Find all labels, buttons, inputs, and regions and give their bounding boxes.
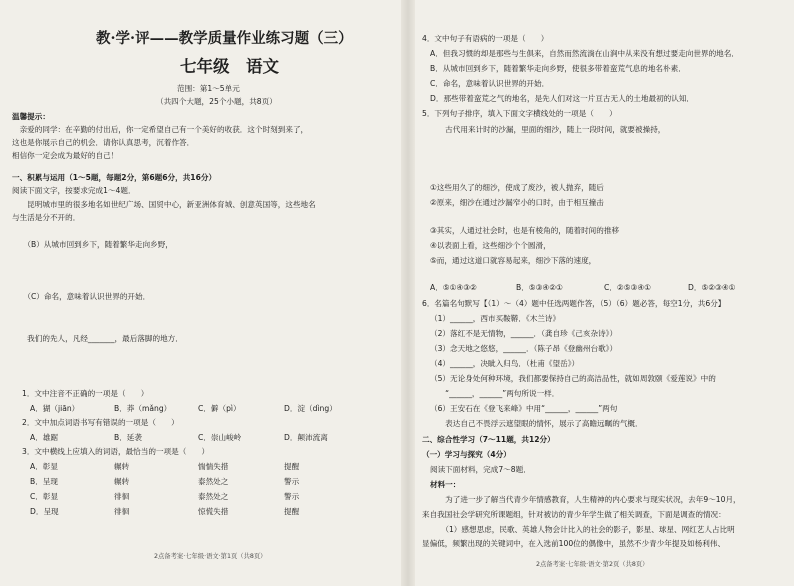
q3-cell: 惴惴失措 xyxy=(198,462,229,471)
material-label: 材料一： xyxy=(430,480,461,489)
option-d[interactable]: D．淀（dìng） xyxy=(284,404,337,413)
tip-line: 亲爱的同学：在辛勤的付出后，你一定希望自己有一个美好的收获．这个时刻到来了， xyxy=(12,125,309,134)
material-line: 显偏低，频繁出现的关键词中，在入选前100位的偶像中，虽然不少青少年提及如杨利伟、 xyxy=(422,539,726,548)
material-line: 来自我国社会学研究所课题组，针对被访的青少年学生做了相关调查，下面是调查的情况： xyxy=(422,510,726,519)
recitation-item: “______，______”两句所说一样． xyxy=(430,389,560,398)
sentence-option: ③其实，人通过社会时，也是有棱角的，随着时间的推移 xyxy=(430,226,620,235)
option-a[interactable]: A．雄踞 xyxy=(30,433,58,442)
q3-cell: 泰然处之 xyxy=(198,492,229,501)
question-5: 5．下列句子排序，填入下面文字横线处的一项是（ ） xyxy=(422,109,617,118)
passage-line: （C）命名，意味着认识世界的开始． xyxy=(12,292,151,301)
option-b[interactable]: B．从城市回到乡下，随着繁华走向乡野，使很多带着蛮荒气息的地名朴素． xyxy=(430,64,686,73)
material-line: （1）感想思虑，民歌、英雄人物会计比入的社会的影子，影星、球星、网红艺人占比明 xyxy=(430,525,735,534)
passage-line: （B）从城市回到乡下，随着繁华走向乡野， xyxy=(12,240,173,249)
q3-row-a[interactable]: A．彰显 xyxy=(30,462,58,471)
q3-cell: 警示 xyxy=(284,477,300,486)
page-left xyxy=(4,0,392,586)
tip-line: 这也是你展示自己的机会．请你认真思考，沉着作答． xyxy=(12,138,195,147)
q3-row-d[interactable]: D．呈现 xyxy=(30,507,59,516)
q3-cell: 徘徊 xyxy=(114,507,130,516)
q3-cell: 辗转 xyxy=(114,477,130,486)
q3-cell: 辗转 xyxy=(114,462,130,471)
recitation-item: 表达自己不畏浮云遮望眼的情怀，展示了高瞻远瞩的气概． xyxy=(430,419,643,428)
scope-text: 范围：第1～5单元 xyxy=(177,84,240,93)
q3-row-b[interactable]: B．呈现 xyxy=(30,477,58,486)
sentence-option: ④以表面上看，这些细沙个个圆滑， xyxy=(430,241,551,250)
paper-title: 教·学·评——教学质量作业练习题（三） xyxy=(96,30,353,47)
q3-row-c[interactable]: C．彰显 xyxy=(30,492,59,501)
option-d[interactable]: D．那些带着蛮荒之气的地名，是先人们对这一片亘古无人的土地最初的认知． xyxy=(430,94,695,103)
passage-line: 与生活是分不开的． xyxy=(12,213,81,222)
tip-line: 相信你一定会成为最好的自己！ xyxy=(12,151,119,160)
question-1: 1．文中注音不正确的一项是（ ） xyxy=(22,389,149,398)
reading-instruction: 阅读下面文字，按要求完成1～4题． xyxy=(12,186,136,195)
material-line: 为了进一步了解当代青少年情感教育，人生精神的内心要求与现实状况，去年9～10月， xyxy=(430,495,741,504)
sentence-option: ①这些用久了的细沙，使成了废沙，被人抛弃，随后 xyxy=(430,183,604,192)
recitation-item: （6）王安石在《登飞来峰》中用“______，______”两句 xyxy=(430,404,618,413)
q3-cell: 提醒 xyxy=(284,462,300,471)
section-heading: 一、积累与运用（1～5题，每题2分，第6题6分，共16分） xyxy=(12,173,217,182)
section-heading: 二、综合性学习（7～11题，共12分） xyxy=(422,435,555,444)
option-d[interactable]: D．⑤②③④① xyxy=(688,283,736,292)
option-b[interactable]: B．延袭 xyxy=(114,433,142,442)
reading-instruction: 阅读下面材料，完成7～8题． xyxy=(430,465,531,474)
option-c[interactable]: C．命名，意味着认识世界的开始． xyxy=(430,79,550,88)
passage-line: 古代用来计时的沙漏，里面的细沙，随上一段时间，就要被操持， xyxy=(430,125,666,134)
option-c[interactable]: C．②⑤③④① xyxy=(604,283,651,292)
subsection-heading: （一）学习与探究（4分） xyxy=(422,450,511,459)
q3-cell: 警示 xyxy=(284,492,300,501)
option-c[interactable]: C．僻（pì） xyxy=(198,404,241,413)
option-c[interactable]: C．崇山峻岭 xyxy=(198,433,242,442)
option-a[interactable]: A．但我习惯的却是那些与生俱来，自然而然流淌在山涧中从来没有想过要走向世界的地名． xyxy=(430,49,739,58)
grade-heading: 七年级 语文 xyxy=(180,57,279,76)
q3-cell: 提醒 xyxy=(284,507,300,516)
recitation-item: （1）______，西市买鞍鞯．《木兰诗》 xyxy=(430,314,561,323)
page-footer: 2点备考案·七年级·语文·第1页（共8页） xyxy=(154,553,267,560)
recitation-item: （4）______，决眦入归鸟．（杜甫《望岳》） xyxy=(430,359,580,368)
recitation-item: （2）落红不是无情物，______．（龚自珍《己亥杂诗》） xyxy=(430,329,618,338)
page-right xyxy=(418,0,790,586)
q3-cell: 徘徊 xyxy=(114,492,130,501)
option-a[interactable]: A．⑤①④③② xyxy=(430,283,477,292)
recitation-item: （3）念天地之悠悠，______．（陈子昂《登幽州台歌》） xyxy=(430,344,618,353)
sentence-option: ②原来，细沙在通过沙漏窄小的口时，由于相互撞击 xyxy=(430,198,604,207)
scope-detail: （共四个大题，25个小题，共8页） xyxy=(156,97,277,106)
recitation-item: （5）无论身处何种环境，我们都要保持自己的高洁品性，就如周敦颐《爱莲说》中的 xyxy=(430,374,716,383)
option-a[interactable]: A．猢（jiān） xyxy=(30,404,80,413)
passage-line: 昆明城市里的很多地名如世纪广场、国贸中心，新亚洲体育城、创意英国等，这些地名 xyxy=(12,200,316,209)
question-3: 3．文中横线上应填入的词语，最恰当的一项是（ ） xyxy=(22,447,210,456)
option-b[interactable]: B．莽（mǎng） xyxy=(114,404,172,413)
sentence-option: ⑤而，通过这道口就容易起来，细沙下落的速度， xyxy=(430,256,597,265)
page-fold xyxy=(401,0,415,586)
q3-cell: 泰然处之 xyxy=(198,477,229,486)
option-d[interactable]: D．颠沛流离 xyxy=(284,433,328,442)
option-b[interactable]: B．⑤③④②① xyxy=(516,283,563,292)
question-2: 2．文中加点词语书写有错误的一项是（ ） xyxy=(22,418,179,427)
page-footer: 2点备考案·七年级·语文·第2页（共8页） xyxy=(536,561,649,568)
question-4: 4．文中句子有语病的一项是（ ） xyxy=(422,34,549,43)
passage-line: 我们的先人，凡经_______，最后落脚的地方． xyxy=(12,334,183,343)
tip-heading: 温馨提示： xyxy=(12,112,50,121)
q3-cell: 惊慌失措 xyxy=(198,507,229,516)
question-6: 6．名篇名句默写【（1）～（4）题中任选两题作答，（5）（6）题必答，每空1分，共6分】 xyxy=(422,299,726,308)
